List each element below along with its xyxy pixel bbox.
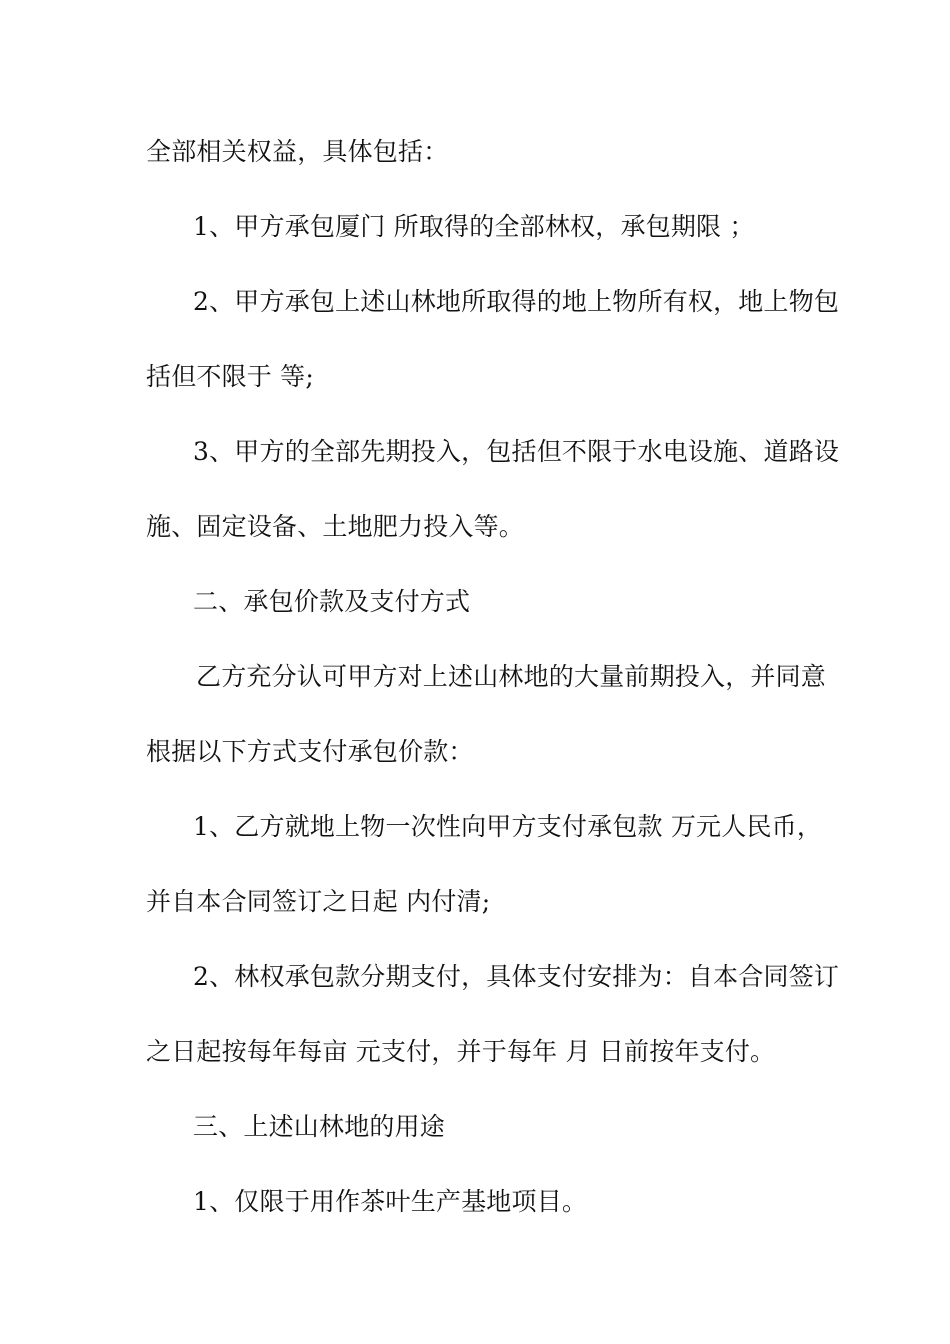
text-line-item-3-prior-investment: 3、甲方的全部先期投入，包括但不限于水电设施、道路设 xyxy=(193,437,840,466)
section-heading-land-use: 三、上述山林地的用途 xyxy=(193,1112,446,1141)
text-line-payment-item-2: 2、林权承包款分期支付，具体支付安排为：自本合同签订 xyxy=(193,962,840,991)
text-line-payment-item-1-continued: 并自本合同签订之日起 内付清; xyxy=(146,887,491,916)
text-line-item-3-continued: 施、固定设备、土地肥力投入等。 xyxy=(146,512,525,541)
text-line-item-1-forest-rights: 1、甲方承包厦门 所取得的全部林权，承包期限 ； xyxy=(193,212,755,241)
text-line-payment-item-1: 1、乙方就地上物一次性向甲方支付承包款 万元人民币， xyxy=(193,812,823,841)
text-line-item-2-ground-property: 2、甲方承包上述山林地所取得的地上物所有权，地上物包 xyxy=(193,287,840,316)
text-line-party-b-acknowledges: 乙方充分认可甲方对上述山林地的大量前期投入，并同意 xyxy=(196,662,827,691)
text-line-payment-method-intro: 根据以下方式支付承包价款： xyxy=(146,737,474,766)
text-line-payment-item-2-continued: 之日起按每年每亩 元支付，并于每年 月 日前按年支付。 xyxy=(146,1037,776,1066)
text-line-item-2-continued: 括但不限于 等; xyxy=(146,362,314,391)
text-line-rights-intro: 全部相关权益，具体包括： xyxy=(146,137,449,166)
text-line-land-use-item-1: 1、仅限于用作茶叶生产基地项目。 xyxy=(193,1187,588,1216)
section-heading-price-payment: 二、承包价款及支付方式 xyxy=(193,587,471,616)
